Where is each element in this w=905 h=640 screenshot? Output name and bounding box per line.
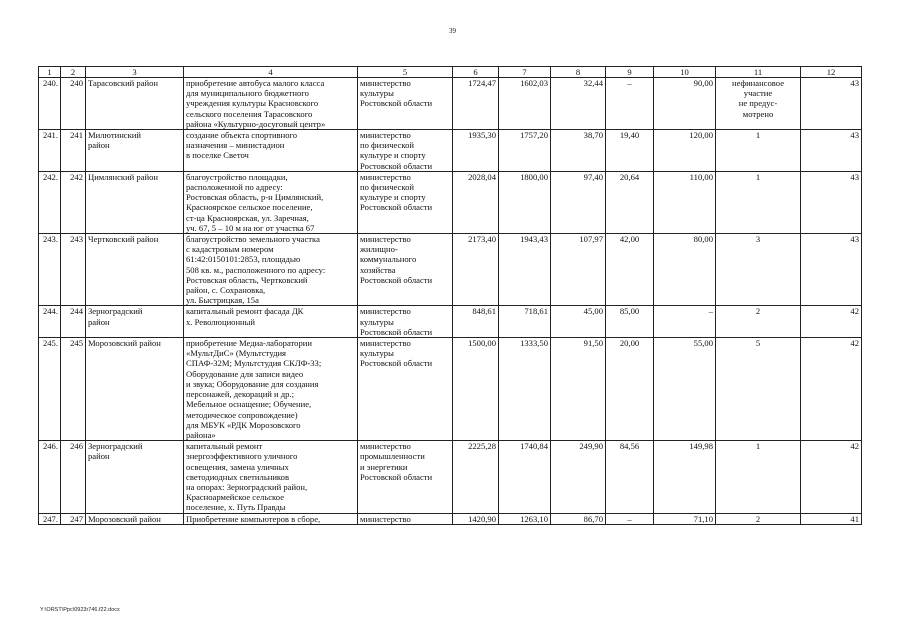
participation-cell bbox=[716, 130, 801, 172]
district-text: Чертковский район bbox=[88, 234, 159, 245]
ministry-cell bbox=[358, 171, 453, 233]
district-cell bbox=[86, 306, 184, 338]
table-body bbox=[39, 78, 862, 525]
amount-total-cell bbox=[453, 78, 499, 130]
amount-regional-text: 1800,00 bbox=[520, 171, 548, 182]
amount-col9-cell bbox=[606, 171, 654, 233]
ministry-text: министерство культуры Ростовской области bbox=[360, 306, 433, 337]
page-number: 39 bbox=[449, 27, 456, 35]
project-cell bbox=[184, 441, 358, 513]
amount-total-cell bbox=[453, 130, 499, 172]
table-row bbox=[39, 306, 862, 338]
amount-regional-text: 718,61 bbox=[524, 306, 548, 317]
amount-total-cell bbox=[453, 171, 499, 233]
file-path-footer: Y:\ORST\Ppc\0923r746.f22.docx bbox=[40, 607, 120, 613]
participation-text: 1 bbox=[755, 171, 761, 182]
district-cell bbox=[86, 130, 184, 172]
row-index-cell bbox=[39, 441, 61, 513]
amount-local-cell bbox=[551, 130, 606, 172]
amount-col10-cell bbox=[654, 78, 716, 130]
row-index-text: 245. bbox=[42, 338, 58, 349]
row-number-text: 247 bbox=[70, 513, 83, 524]
row-number-cell bbox=[61, 234, 86, 306]
ministry-cell bbox=[358, 441, 453, 513]
project-text: создание объекта спортивного назначения – министадион в поселке Светоч bbox=[186, 130, 298, 161]
amount-total-cell bbox=[453, 441, 499, 513]
participation-cell bbox=[716, 171, 801, 233]
district-cell bbox=[86, 171, 184, 233]
amount-local-text: 86,70 bbox=[583, 513, 603, 524]
amount-local-text: 249,90 bbox=[579, 441, 603, 452]
row-number-cell bbox=[61, 130, 86, 172]
amount-regional-text: 1602,03 bbox=[520, 78, 548, 88]
row-number-cell bbox=[61, 338, 86, 441]
rank-cell bbox=[801, 130, 862, 172]
amount-local-text: 107,97 bbox=[579, 234, 603, 245]
column-header: 8 bbox=[551, 67, 606, 78]
amount-col9-cell bbox=[606, 513, 654, 524]
rank-text: 43 bbox=[850, 130, 859, 141]
row-index-cell bbox=[39, 234, 61, 306]
amount-regional-text: 1333,50 bbox=[520, 338, 548, 349]
amount-col9-text: 20,64 bbox=[619, 171, 640, 182]
column-header: 1 bbox=[39, 67, 61, 78]
amount-col10-cell bbox=[654, 306, 716, 338]
row-index-text: 247. bbox=[42, 513, 58, 524]
row-number-text: 246 bbox=[70, 441, 83, 452]
table-row bbox=[39, 234, 862, 306]
amount-local-text: 91,50 bbox=[583, 338, 603, 349]
amount-total-cell bbox=[453, 513, 499, 524]
row-index-cell bbox=[39, 338, 61, 441]
project-text: благоустройство земельного участка с кадастровым номером 61:42:0150101:2853, площадью 508 кв. м., расположенного по адресу: Ростовская область, Чертковский район, с. Сохрановка, ул. Быстрицкая, 15а bbox=[186, 234, 326, 306]
amount-regional-text: 1943,43 bbox=[520, 234, 548, 245]
amount-col9-cell bbox=[606, 130, 654, 172]
project-cell bbox=[184, 513, 358, 524]
project-text: приобретение Медиа-лаборатории «МультДиС» (Мультстудия СПАФ-32М; Мультстудия СКЛФ-33; Оборудование для записи видео и звука; Оборудование для создания персонажей, декораций и др.; Мебельное оснащение; Обучение, методическое сопровождение) для МБУК «РДК Морозовского района» bbox=[186, 338, 322, 440]
amount-col9-text: 85,00 bbox=[619, 306, 640, 317]
district-text: Морозовский район bbox=[88, 338, 161, 349]
data-table bbox=[38, 66, 862, 525]
amount-local-text: 97,40 bbox=[583, 171, 603, 182]
project-text: благоустройство площадки, расположенной по адресу: Ростовская область, р-н Цимлянский, Красноярское сельское поселение, ст-ца Красноярская, ул. Заречная, уч. 67, 5 – 10 м на юг от участка 67 bbox=[186, 171, 324, 233]
amount-local-cell bbox=[551, 234, 606, 306]
amount-col10-text: 71,10 bbox=[693, 513, 713, 524]
project-cell bbox=[184, 234, 358, 306]
row-index-text: 242. bbox=[42, 171, 58, 182]
row-index-text: 246. bbox=[42, 441, 58, 452]
column-header: 4 bbox=[184, 67, 358, 78]
rank-text: 42 bbox=[850, 338, 859, 349]
row-index-text: 243. bbox=[42, 234, 58, 245]
amount-regional-cell bbox=[499, 234, 551, 306]
rank-text: 42 bbox=[850, 306, 859, 317]
amount-col10-text: 149,98 bbox=[689, 441, 713, 452]
row-index-cell bbox=[39, 130, 61, 172]
column-header: 9 bbox=[606, 67, 654, 78]
row-number-cell bbox=[61, 171, 86, 233]
ministry-cell bbox=[358, 513, 453, 524]
rank-cell bbox=[801, 513, 862, 524]
amount-local-cell bbox=[551, 171, 606, 233]
rank-text: 43 bbox=[850, 234, 859, 245]
column-header: 12 bbox=[801, 67, 862, 78]
amount-regional-cell bbox=[499, 130, 551, 172]
amount-col10-text: 55,00 bbox=[693, 338, 713, 349]
rank-cell bbox=[801, 306, 862, 338]
project-cell bbox=[184, 171, 358, 233]
row-number-text: 244 bbox=[70, 306, 83, 317]
amount-regional-cell bbox=[499, 306, 551, 338]
row-number-text: 242 bbox=[70, 171, 83, 182]
participation-cell bbox=[716, 234, 801, 306]
district-cell bbox=[86, 513, 184, 524]
project-text: капитальный ремонт энергоэффективного уличного освещения, замена уличных светодиодных светильников на опорах: Зерноградский район, Красноармейское сельское поселение, х. Путь Правды bbox=[186, 441, 308, 513]
project-text: приобретение автобуса малого класса для муниципального бюджетного учреждения культуры Красновского сельского поселения Тарасовского района «Культурно-досуговый центр» bbox=[186, 78, 326, 129]
amount-regional-text: 1263,10 bbox=[520, 513, 548, 524]
table-row bbox=[39, 338, 862, 441]
amount-col10-text: – bbox=[708, 306, 713, 317]
project-text: Приобретение компьютеров в сборе, bbox=[186, 513, 321, 524]
column-header: 3 bbox=[86, 67, 184, 78]
ministry-text: министерство жилищно- коммунального хозяйства Ростовской области bbox=[360, 234, 433, 285]
amount-col10-cell bbox=[654, 441, 716, 513]
table-row bbox=[39, 441, 862, 513]
district-text: Тарасовский район bbox=[88, 78, 159, 88]
participation-text: 2 bbox=[755, 306, 761, 317]
district-cell bbox=[86, 234, 184, 306]
column-number-row bbox=[39, 67, 862, 78]
row-number-text: 240 bbox=[70, 78, 83, 88]
ministry-cell bbox=[358, 338, 453, 441]
rank-cell bbox=[801, 78, 862, 130]
table-row bbox=[39, 78, 862, 130]
ministry-cell bbox=[358, 306, 453, 338]
amount-col9-cell bbox=[606, 338, 654, 441]
district-cell bbox=[86, 441, 184, 513]
amount-local-text: 45,00 bbox=[583, 306, 603, 317]
amount-col9-text: – bbox=[627, 78, 632, 88]
ministry-text: министерство культуры Ростовской области bbox=[360, 338, 433, 369]
ministry-text: министерство культуры Ростовской области bbox=[360, 78, 433, 109]
amount-col10-text: 120,00 bbox=[689, 130, 713, 141]
participation-cell bbox=[716, 306, 801, 338]
project-cell bbox=[184, 130, 358, 172]
participation-text: 3 bbox=[755, 234, 761, 245]
row-number-cell bbox=[61, 513, 86, 524]
project-text: капитальный ремонт фасада ДК х. Революционный bbox=[186, 306, 304, 327]
amount-local-text: 32,44 bbox=[583, 78, 603, 88]
amount-col10-cell bbox=[654, 513, 716, 524]
ministry-text: министерство bbox=[360, 513, 411, 524]
amount-regional-cell bbox=[499, 78, 551, 130]
participation-text: нефинансовое участие не предус- мотрено bbox=[731, 78, 785, 119]
rank-text: 43 bbox=[850, 78, 859, 88]
ministry-text: министерство по физической культуре и спорту Ростовской области bbox=[360, 171, 433, 213]
ministry-cell bbox=[358, 130, 453, 172]
amount-regional-cell bbox=[499, 171, 551, 233]
amount-regional-text: 1740,84 bbox=[520, 441, 548, 452]
project-cell bbox=[184, 78, 358, 130]
participation-cell bbox=[716, 338, 801, 441]
amount-col9-cell bbox=[606, 306, 654, 338]
rank-text: 41 bbox=[850, 513, 859, 524]
table-row bbox=[39, 513, 862, 524]
participation-text: 5 bbox=[755, 338, 761, 349]
row-number-cell bbox=[61, 78, 86, 130]
amount-total-text: 1420,90 bbox=[468, 513, 496, 524]
amount-total-cell bbox=[453, 234, 499, 306]
amount-col9-text: 20,00 bbox=[619, 338, 640, 349]
amount-total-text: 2028,04 bbox=[468, 171, 496, 182]
amount-regional-cell bbox=[499, 338, 551, 441]
amount-total-text: 1500,00 bbox=[468, 338, 496, 349]
amount-col9-cell bbox=[606, 441, 654, 513]
amount-local-text: 38,70 bbox=[583, 130, 603, 141]
amount-total-text: 2225,28 bbox=[468, 441, 496, 452]
project-cell bbox=[184, 306, 358, 338]
amount-col9-cell bbox=[606, 234, 654, 306]
district-text: Зерноградский район bbox=[88, 306, 143, 327]
district-text: Морозовский район bbox=[88, 513, 161, 524]
amount-col10-text: 80,00 bbox=[693, 234, 713, 245]
row-number-cell bbox=[61, 441, 86, 513]
amount-col9-text: 42,00 bbox=[619, 234, 640, 245]
amount-col10-cell bbox=[654, 234, 716, 306]
amount-col10-text: 90,00 bbox=[693, 78, 713, 88]
rank-cell bbox=[801, 338, 862, 441]
participation-text: 2 bbox=[755, 513, 761, 524]
amount-local-cell bbox=[551, 78, 606, 130]
amount-col9-text: 84,56 bbox=[619, 441, 640, 452]
column-header: 7 bbox=[499, 67, 551, 78]
amount-total-cell bbox=[453, 338, 499, 441]
table-row bbox=[39, 171, 862, 233]
amount-col10-cell bbox=[654, 130, 716, 172]
rank-text: 43 bbox=[850, 171, 859, 182]
row-index-text: 241. bbox=[42, 130, 58, 141]
row-number-cell bbox=[61, 306, 86, 338]
amount-local-cell bbox=[551, 513, 606, 524]
rank-cell bbox=[801, 171, 862, 233]
amount-col9-text: – bbox=[627, 513, 632, 524]
row-number-text: 243 bbox=[70, 234, 83, 245]
participation-cell bbox=[716, 513, 801, 524]
row-index-cell bbox=[39, 306, 61, 338]
column-header: 10 bbox=[654, 67, 716, 78]
row-number-text: 241 bbox=[70, 130, 83, 141]
column-header: 11 bbox=[716, 67, 801, 78]
row-number-text: 245 bbox=[70, 338, 83, 349]
amount-regional-text: 1757,20 bbox=[520, 130, 548, 141]
row-index-text: 240. bbox=[42, 78, 58, 88]
amount-col10-text: 110,00 bbox=[689, 171, 713, 182]
rank-cell bbox=[801, 234, 862, 306]
amount-total-text: 848,61 bbox=[472, 306, 496, 317]
amount-col10-cell bbox=[654, 171, 716, 233]
row-index-text: 244. bbox=[42, 306, 58, 317]
rank-text: 42 bbox=[850, 441, 859, 452]
participation-text: 1 bbox=[755, 441, 761, 452]
row-index-cell bbox=[39, 78, 61, 130]
amount-total-text: 2173,40 bbox=[468, 234, 496, 245]
row-index-cell bbox=[39, 171, 61, 233]
participation-cell bbox=[716, 78, 801, 130]
amount-local-cell bbox=[551, 441, 606, 513]
amount-total-text: 1935,30 bbox=[468, 130, 496, 141]
amount-regional-cell bbox=[499, 441, 551, 513]
amount-col9-text: 19,40 bbox=[619, 130, 640, 141]
amount-total-text: 1724,47 bbox=[468, 78, 496, 88]
amount-regional-cell bbox=[499, 513, 551, 524]
amount-col9-cell bbox=[606, 78, 654, 130]
participation-text: 1 bbox=[755, 130, 761, 141]
ministry-text: министерство промышленности и энергетики Ростовской области bbox=[360, 441, 433, 482]
column-header: 6 bbox=[453, 67, 499, 78]
amount-col10-cell bbox=[654, 338, 716, 441]
amount-local-cell bbox=[551, 306, 606, 338]
column-header: 5 bbox=[358, 67, 453, 78]
amount-total-cell bbox=[453, 306, 499, 338]
column-header: 2 bbox=[61, 67, 86, 78]
ministry-cell bbox=[358, 78, 453, 130]
amount-local-cell bbox=[551, 338, 606, 441]
district-text: Милютинский район bbox=[88, 130, 141, 151]
ministry-cell bbox=[358, 234, 453, 306]
table-row bbox=[39, 130, 862, 172]
district-cell bbox=[86, 338, 184, 441]
row-index-cell bbox=[39, 513, 61, 524]
project-cell bbox=[184, 338, 358, 441]
district-text: Зерноградский район bbox=[88, 441, 143, 462]
rank-cell bbox=[801, 441, 862, 513]
participation-cell bbox=[716, 441, 801, 513]
district-cell bbox=[86, 78, 184, 130]
district-text: Цимлянский район bbox=[88, 171, 159, 182]
ministry-text: министерство по физической культуре и спорту Ростовской области bbox=[360, 130, 433, 171]
